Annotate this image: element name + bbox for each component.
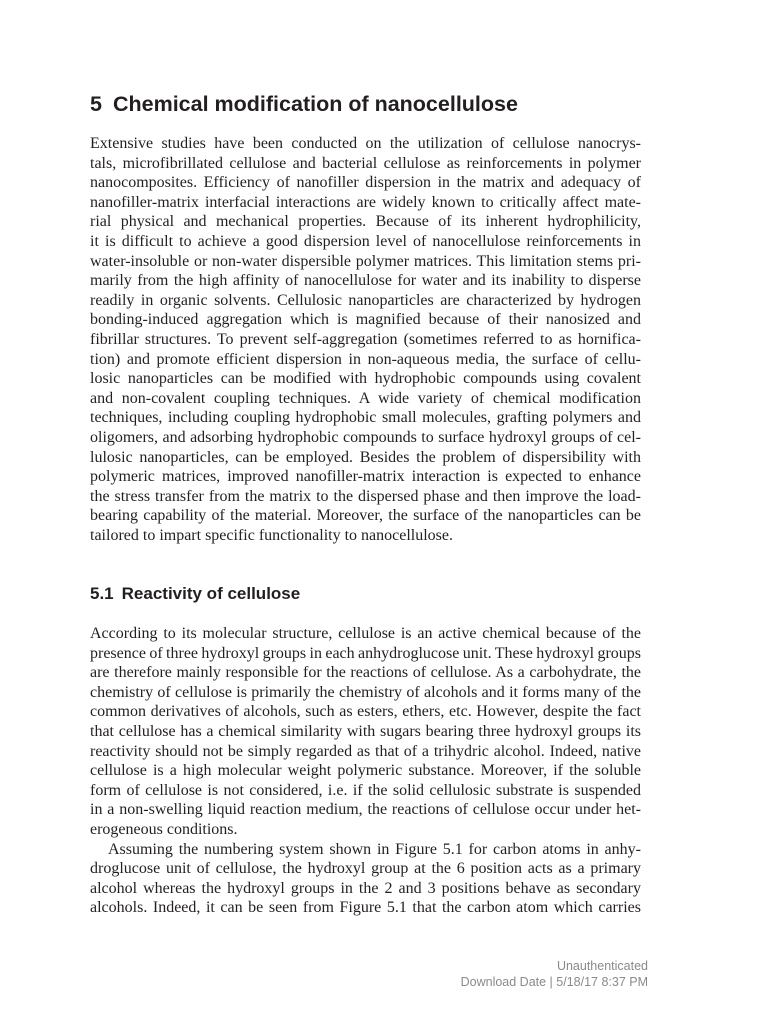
text-line: techniques, including coupling hydrophobic small molecules, grafting polymers and xyxy=(90,409,641,427)
text-line: polymeric matrices, improved nanofiller-matrix interaction is expected to enhance xyxy=(90,468,641,486)
text-line: are therefore mainly responsible for the reactions of cellulose. As a carbohydrate, the xyxy=(90,664,641,682)
section-title: Reactivity of cellulose xyxy=(121,584,301,603)
text-line: that cellulose has a chemical similarity with sugars bearing three hydroxyl groups its xyxy=(90,722,641,740)
text-line: tals, microfibrillated cellulose and bacterial cellulose as reinforcements in polymer xyxy=(90,154,641,172)
text-line: bearing capability of the material. Moreover, the surface of the nanoparticles can be xyxy=(90,507,641,525)
text-line: Extensive studies have been conducted on the utilization of cellulose nanocrys- xyxy=(90,135,641,152)
text-line: According to its molecular structure, cellulose is an active chemical because of the xyxy=(90,625,641,642)
text-line: nanofiller-matrix interfacial interactions are widely known to critically affect mate- xyxy=(90,193,641,211)
text-line: nanocomposites. Efficiency of nanofiller dispersion in the matrix and adequacy of xyxy=(90,174,641,192)
text-line: water-insoluble or non-water dispersible polymer matrices. This limitation stems pri- xyxy=(90,252,641,270)
text-line: common derivatives of alcohols, such as esters, ethers, etc. However, despite the fact xyxy=(90,703,641,721)
text-line: tion) and promote efficient dispersion in non-aqueous media, the surface of cellu- xyxy=(90,350,641,368)
text-line: marily from the high affinity of nanocellulose for water and its inability to disperse xyxy=(90,272,641,290)
text-line: reactivity should not be simply regarded as that of a trihydric alcohol. Indeed, native xyxy=(90,742,641,760)
download-date: Download Date | 5/18/17 8:37 PM xyxy=(460,975,648,989)
section-paragraph xyxy=(90,840,641,918)
text-line: alcohols. Indeed, it can be seen from Figure 5.1 that the carbon atom which carries xyxy=(90,899,641,917)
text-line: lulosic nanoparticles, can be employed. Besides the problem of dispersibility with xyxy=(90,448,641,466)
text-line: erogeneous conditions. xyxy=(90,820,238,838)
text-line: in a non-swelling liquid reaction medium, the reactions of cellulose occur under het- xyxy=(90,801,641,819)
text-line: droglucose unit of cellulose, the hydroxyl group at the 6 position acts as a primary xyxy=(90,860,641,878)
text-line: and non-covalent coupling techniques. A wide variety of chemical modification xyxy=(90,389,641,407)
text-line: losic nanoparticles can be modified with hydrophobic compounds using covalent xyxy=(90,370,641,388)
text-line: chemistry of cellulose is primarily the chemistry of alcohols and it forms many of the xyxy=(90,683,641,701)
text-line: oligomers, and adsorbing hydrophobic compounds to surface hydroxyl groups of cel- xyxy=(90,428,641,446)
access-status: Unauthenticated xyxy=(556,959,648,973)
chapter-title: Chemical modification of nanocellulose xyxy=(112,92,518,116)
text-line: form of cellulose is not considered, i.e. if the solid cellulosic substrate is suspended xyxy=(90,781,641,799)
text-line: tailored to impart specific functionality to nanocellulose. xyxy=(90,526,453,544)
chapter-heading xyxy=(90,91,518,117)
text-line: rial physical and mechanical properties. Because of its inherent hydrophilicity, xyxy=(90,213,641,231)
text-line: Assuming the numbering system shown in Figure 5.1 for carbon atoms in anhy- xyxy=(108,840,641,858)
section-body xyxy=(90,624,641,918)
section-number: 5.1 xyxy=(90,584,114,603)
page-footer xyxy=(461,958,648,990)
text-line: readily in organic solvents. Cellulosic nanoparticles are characterized by hydrogen xyxy=(90,291,641,309)
text-line: the stress transfer from the matrix to the dispersed phase and then improve the load- xyxy=(90,487,641,505)
text-line: alcohol whereas the hydroxyl groups in the 2 and 3 positions behave as secondary xyxy=(90,879,641,897)
chapter-number: 5 xyxy=(90,92,102,116)
section-heading xyxy=(90,583,300,605)
text-line: it is difficult to achieve a good dispersion level of nanocellulose reinforcements in xyxy=(90,232,641,250)
text-line: fibrillar structures. To prevent self-aggregation (sometimes referred to as hornifica- xyxy=(90,330,641,348)
section-paragraph xyxy=(90,624,641,840)
chapter-intro-paragraph xyxy=(90,134,641,545)
text-line: cellulose is a high molecular weight polymeric substance. Moreover, if the soluble xyxy=(90,762,641,780)
text-line: presence of three hydroxyl groups in each anhydroglucose unit. These hydroxyl groups xyxy=(90,644,642,662)
text-line: bonding-induced aggregation which is magnified because of their nanosized and xyxy=(90,311,641,329)
